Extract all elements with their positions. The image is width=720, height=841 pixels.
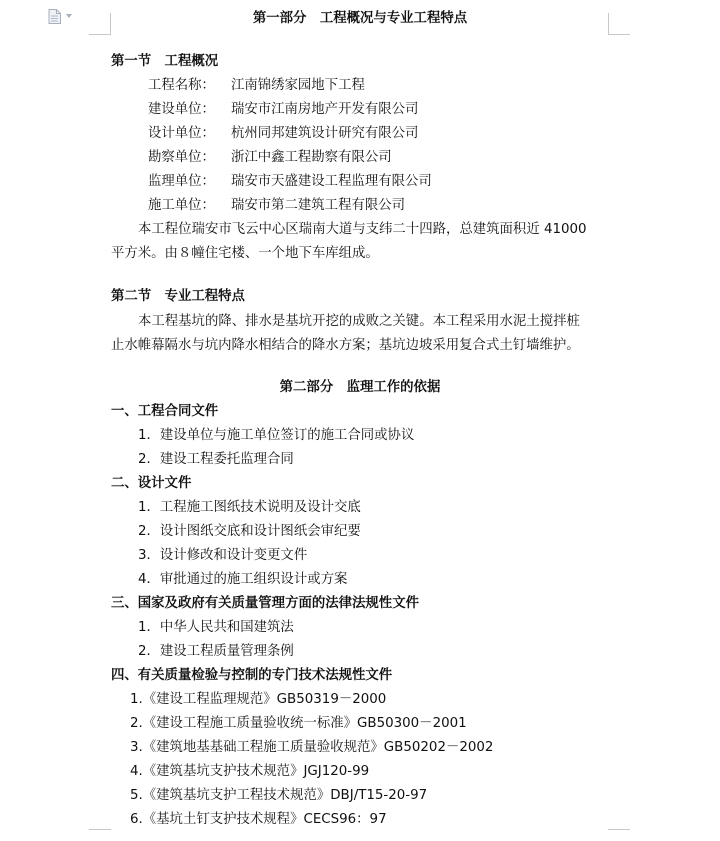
features-paragraph-line1: 本工程基坑的降、排水是基坑开挖的成败之关键。本工程采用水泥土搅拌桩 [138, 314, 580, 329]
list-item: 4.《建筑基坑支护技术规范》JGJ120-99 [130, 764, 370, 779]
group2-heading: 二、设计文件 [111, 476, 192, 491]
list-item: 3．设计修改和设计变更文件 [138, 548, 308, 563]
section2-heading: 第二节 专业工程特点 [111, 289, 245, 304]
overview-paragraph-line1: 本工程位瑞安市飞云中心区瑞南大道与支纬二十四路，总建筑面积近 41000 [138, 222, 587, 237]
info-row-project: 工程名称： 江南锦绣家园地下工程 [148, 78, 365, 93]
margin-mark [89, 34, 111, 35]
info-row-owner: 建设单位： 瑞安市江南房地产开发有限公司 [148, 102, 419, 117]
info-row-designer: 设计单位： 杭州同邦建筑设计研究有限公司 [148, 126, 419, 141]
part2-title: 第二部分 监理工作的依据 [279, 380, 441, 395]
list-item: 1．工程施工图纸技术说明及设计交底 [138, 500, 361, 515]
list-item: 2．设计图纸交底和设计图纸会审纪要 [138, 524, 361, 539]
list-item: 2.《建设工程施工质量验收统一标准》GB50300－2001 [130, 716, 467, 731]
list-item: 4．审批通过的施工组织设计或方案 [138, 572, 348, 587]
section1-heading: 第一节 工程概况 [111, 54, 219, 69]
list-item: 2．建设工程质量管理条例 [138, 644, 294, 659]
list-item: 5.《建筑基坑支护工程技术规范》DBJ/T15-20-97 [130, 788, 428, 803]
margin-mark [608, 34, 630, 35]
group1-heading: 一、工程合同文件 [111, 404, 219, 419]
group4-heading: 四、有关质量检验与控制的专门技术法规性文件 [111, 668, 393, 683]
margin-mark [89, 829, 111, 830]
list-item: 2．建设工程委托监理合同 [138, 452, 294, 467]
list-item: 3.《建筑地基基础工程施工质量验收规范》GB50202－2002 [130, 740, 494, 755]
list-item: 1．建设单位与施工单位签订的施工合同或协议 [138, 428, 415, 443]
list-item: 1.《建设工程监理规范》GB50319－2000 [130, 692, 387, 707]
info-row-supervisor: 监理单位： 瑞安市天盛建设工程监理有限公司 [148, 174, 432, 189]
features-paragraph-line2: 止水帷幕隔水与坑内降水相结合的降水方案；基坑边坡采用复合式土钉墙维护。 [111, 338, 580, 353]
overview-paragraph-line2: 平方米。由８幢住宅楼、一个地下车库组成。 [111, 246, 379, 261]
part1-title: 第一部分 工程概况与专业工程特点 [252, 11, 468, 26]
group3-heading: 三、国家及政府有关质量管理方面的法律法规性文件 [111, 596, 419, 611]
list-item: 1．中华人民共和国建筑法 [138, 620, 294, 635]
margin-mark [608, 829, 630, 830]
list-item: 6.《基坑土钉支护技术规程》CECS96：97 [130, 812, 387, 827]
info-row-contractor: 施工单位： 瑞安市第二建筑工程有限公司 [148, 198, 406, 213]
info-row-surveyor: 勘察单位： 浙江中鑫工程勘察有限公司 [148, 150, 392, 165]
